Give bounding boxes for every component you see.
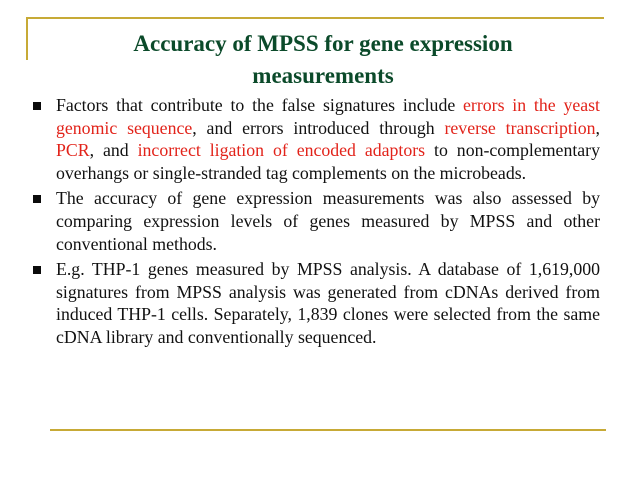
highlighted-text: reverse transcription	[444, 117, 596, 138]
bullet-text: E.g. THP-1 genes measured by MPSS analysis. A database of 1,619,000 signatures from MPSS analysis was generated from cDNAs derived from induced THP-1 cells. Separately, 1,839 clones were selected from the same cDNA library and conventionally sequenced.	[56, 259, 600, 347]
square-bullet-icon	[33, 102, 41, 110]
slide-title-line-1: Accuracy of MPSS for gene expression	[133, 31, 513, 56]
highlighted-text: errors in the yeast genomic sequence	[56, 95, 600, 138]
highlighted-text: incorrect ligation of encoded adaptors	[137, 140, 426, 161]
square-bullet-icon	[33, 195, 41, 203]
frame-bottom-rule	[50, 429, 606, 431]
text-segment: , and errors introduced through	[192, 117, 445, 138]
text-segment: to non-complementary overhangs or single-stranded tag complements on the microbeads.	[56, 140, 600, 183]
text-segment: , and	[89, 140, 138, 161]
slide-title	[40, 28, 606, 92]
text-segment: ,	[595, 117, 600, 138]
highlighted-text: PCR	[56, 140, 90, 161]
bullet-text: The accuracy of gene expression measurements was also assessed by comparing expression levels of genes measured by MPSS and other conventional methods.	[56, 188, 600, 254]
bullet-item-accuracy-assessment	[30, 187, 600, 255]
bullet-list	[30, 94, 600, 352]
slide-title-line-2: measurements	[252, 63, 394, 88]
bullet-item-false-signatures	[30, 94, 600, 184]
bullet-text	[56, 95, 600, 183]
bullet-item-thp1-example	[30, 258, 600, 348]
square-bullet-icon	[33, 266, 41, 274]
frame-top-rule	[26, 17, 604, 19]
text-segment: Factors that contribute to the false signatures include	[56, 95, 464, 115]
frame-left-rule	[26, 17, 28, 60]
